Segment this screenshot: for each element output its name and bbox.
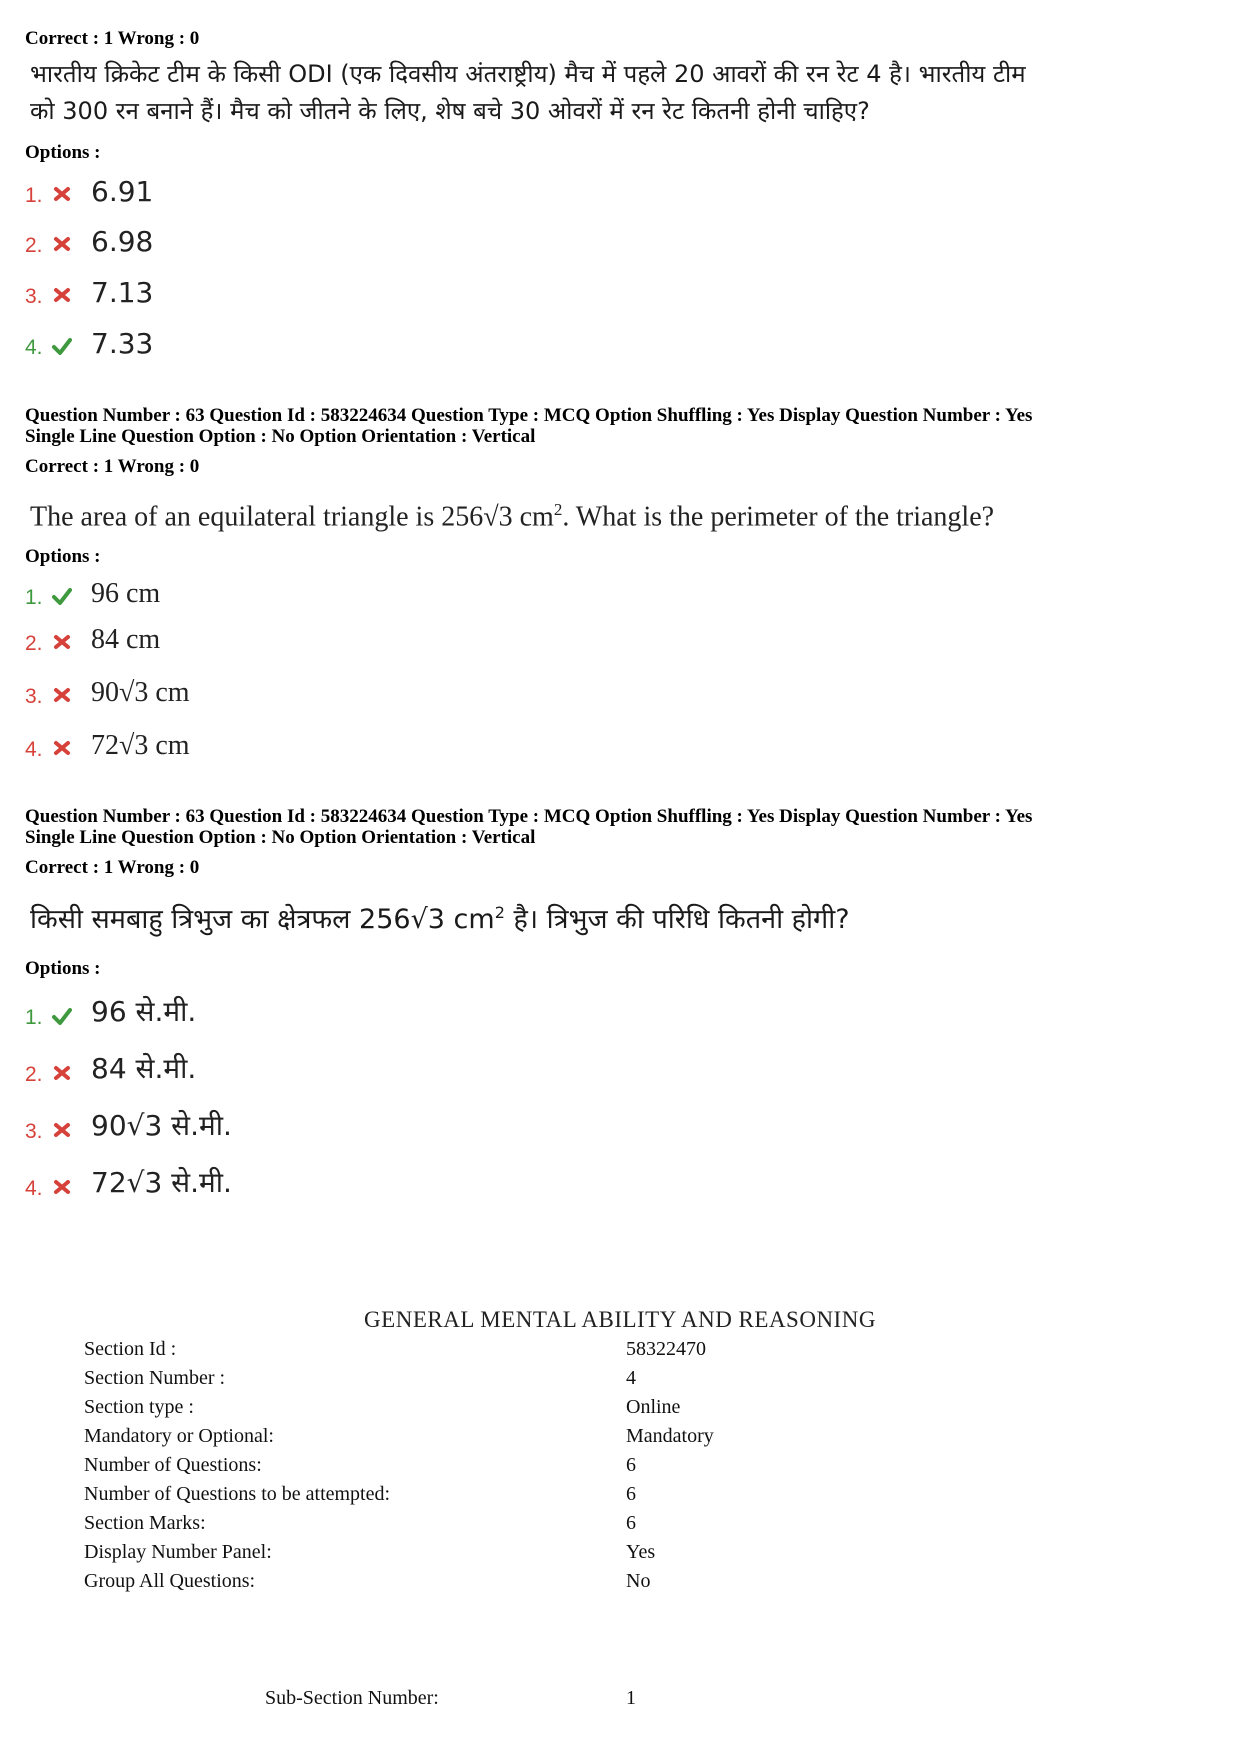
info-value: Mandatory bbox=[626, 1425, 714, 1447]
q3-options-label: Options : bbox=[25, 958, 101, 979]
info-label: Section Number : bbox=[84, 1367, 226, 1389]
info-value: 4 bbox=[626, 1367, 636, 1389]
option-text: 72√3 से.मी. bbox=[91, 1166, 232, 1199]
option-number: 1. bbox=[25, 586, 43, 609]
option-text: 6.91 bbox=[91, 175, 154, 208]
info-value: 58322470 bbox=[626, 1338, 706, 1360]
q3-question-text bbox=[30, 894, 850, 938]
q1-text-line2: को 300 रन बनाने हैं। मैच को जीतने के लिए, शेष बचे 30 ओवरों में रन रेट कितनी होनी चाहिए? bbox=[30, 97, 870, 125]
option-text: 96 से.मी. bbox=[91, 995, 197, 1028]
option-text: 7.33 bbox=[91, 327, 154, 360]
option-number: 1. bbox=[25, 184, 43, 207]
wrong-cross-icon bbox=[52, 632, 72, 652]
option-text: 6.98 bbox=[91, 225, 154, 258]
info-label: Number of Questions: bbox=[84, 1454, 262, 1476]
wrong-cross-icon bbox=[52, 285, 72, 305]
info-label: Section type : bbox=[84, 1396, 194, 1418]
option-text: 96 cm bbox=[91, 578, 161, 609]
correct-check-icon bbox=[52, 1006, 72, 1026]
option-text: 84 cm bbox=[91, 624, 161, 655]
q2-text-tail: . What is the perimeter of the triangle? bbox=[562, 501, 995, 533]
option-number: 4. bbox=[25, 738, 43, 761]
wrong-cross-icon bbox=[52, 685, 72, 705]
q3-meta-line1: Question Number : 63 Question Id : 583224634 Question Type : MCQ Option Shuffling : Yes Display Question Number : Yes bbox=[25, 806, 1033, 827]
option-text: 72√3 cm bbox=[91, 730, 190, 761]
q3-text-main: किसी समबाहु त्रिभुज का क्षेत्रफल 256√3 cm bbox=[30, 904, 495, 935]
option-number: 3. bbox=[25, 285, 43, 308]
subsection-number-row bbox=[265, 1687, 636, 1710]
info-value: 6 bbox=[626, 1512, 636, 1534]
wrong-cross-icon bbox=[52, 1177, 72, 1197]
subsection-label: Sub-Section Number: bbox=[265, 1687, 439, 1709]
info-label: Display Number Panel: bbox=[84, 1541, 272, 1563]
section-title: GENERAL MENTAL ABILITY AND REASONING bbox=[364, 1307, 876, 1332]
info-value: No bbox=[626, 1570, 651, 1592]
q2-options-label: Options : bbox=[25, 546, 101, 567]
subsection-value: 1 bbox=[626, 1687, 636, 1709]
info-label: Section Marks: bbox=[84, 1512, 206, 1534]
q1-correct-wrong: Correct : 1 Wrong : 0 bbox=[25, 28, 200, 49]
section-info-row bbox=[84, 1396, 681, 1419]
option-text: 84 से.मी. bbox=[91, 1052, 197, 1085]
option-number: 3. bbox=[25, 685, 43, 708]
section-info-row bbox=[84, 1570, 651, 1593]
wrong-cross-icon bbox=[52, 1063, 72, 1083]
q3-correct-wrong: Correct : 1 Wrong : 0 bbox=[25, 857, 200, 878]
info-value: 6 bbox=[626, 1483, 636, 1505]
info-value: 6 bbox=[626, 1454, 636, 1476]
section-info-row bbox=[84, 1454, 636, 1477]
option-text: 7.13 bbox=[91, 276, 154, 309]
section-info-row bbox=[84, 1512, 636, 1535]
wrong-cross-icon bbox=[52, 184, 72, 204]
q2-meta-line1: Question Number : 63 Question Id : 583224634 Question Type : MCQ Option Shuffling : Yes Display Question Number : Yes bbox=[25, 405, 1033, 426]
option-number: 2. bbox=[25, 234, 43, 257]
info-value: Yes bbox=[626, 1541, 656, 1563]
wrong-cross-icon bbox=[52, 738, 72, 758]
q2-question-text bbox=[30, 491, 994, 535]
q1-options-label: Options : bbox=[25, 142, 101, 163]
q2-text-superscript: 2 bbox=[553, 500, 563, 519]
section-info-row bbox=[84, 1483, 636, 1506]
option-text: 90√3 cm bbox=[91, 677, 190, 708]
option-number: 4. bbox=[25, 336, 43, 359]
section-info-row bbox=[84, 1541, 656, 1564]
q3-text-superscript: 2 bbox=[494, 903, 505, 922]
info-label: Group All Questions: bbox=[84, 1570, 256, 1592]
info-value: Online bbox=[626, 1396, 681, 1418]
option-number: 4. bbox=[25, 1177, 43, 1200]
option-number: 1. bbox=[25, 1006, 43, 1029]
option-text: 90√3 से.मी. bbox=[91, 1109, 232, 1142]
option-number: 2. bbox=[25, 1063, 43, 1086]
q2-correct-wrong: Correct : 1 Wrong : 0 bbox=[25, 456, 200, 477]
q1-text-line1: भारतीय क्रिकेट टीम के किसी ODI (एक दिवसीय अंतराष्ट्रीय) मैच में पहले 20 आवरों की रन रेट 4 है। भारतीय टीम bbox=[30, 60, 1026, 88]
q2-text-main: The area of an equilateral triangle is 256√3 cm bbox=[30, 501, 554, 533]
q3-meta-line2: Single Line Question Option : No Option Orientation : Vertical bbox=[25, 827, 536, 848]
section-info-row bbox=[84, 1425, 714, 1448]
info-label: Mandatory or Optional: bbox=[84, 1425, 274, 1447]
option-number: 2. bbox=[25, 632, 43, 655]
q2-meta-line2: Single Line Question Option : No Option Orientation : Vertical bbox=[25, 426, 536, 447]
option-number: 3. bbox=[25, 1120, 43, 1143]
info-label: Number of Questions to be attempted: bbox=[84, 1483, 391, 1505]
correct-check-icon bbox=[52, 586, 72, 606]
wrong-cross-icon bbox=[52, 1120, 72, 1140]
wrong-cross-icon bbox=[52, 234, 72, 254]
q3-text-tail: है। त्रिभुज की परिधि कितनी होगी? bbox=[504, 904, 850, 935]
correct-check-icon bbox=[52, 336, 72, 356]
info-label: Section Id : bbox=[84, 1338, 177, 1360]
section-info-row bbox=[84, 1367, 636, 1390]
section-info-row bbox=[84, 1338, 706, 1361]
